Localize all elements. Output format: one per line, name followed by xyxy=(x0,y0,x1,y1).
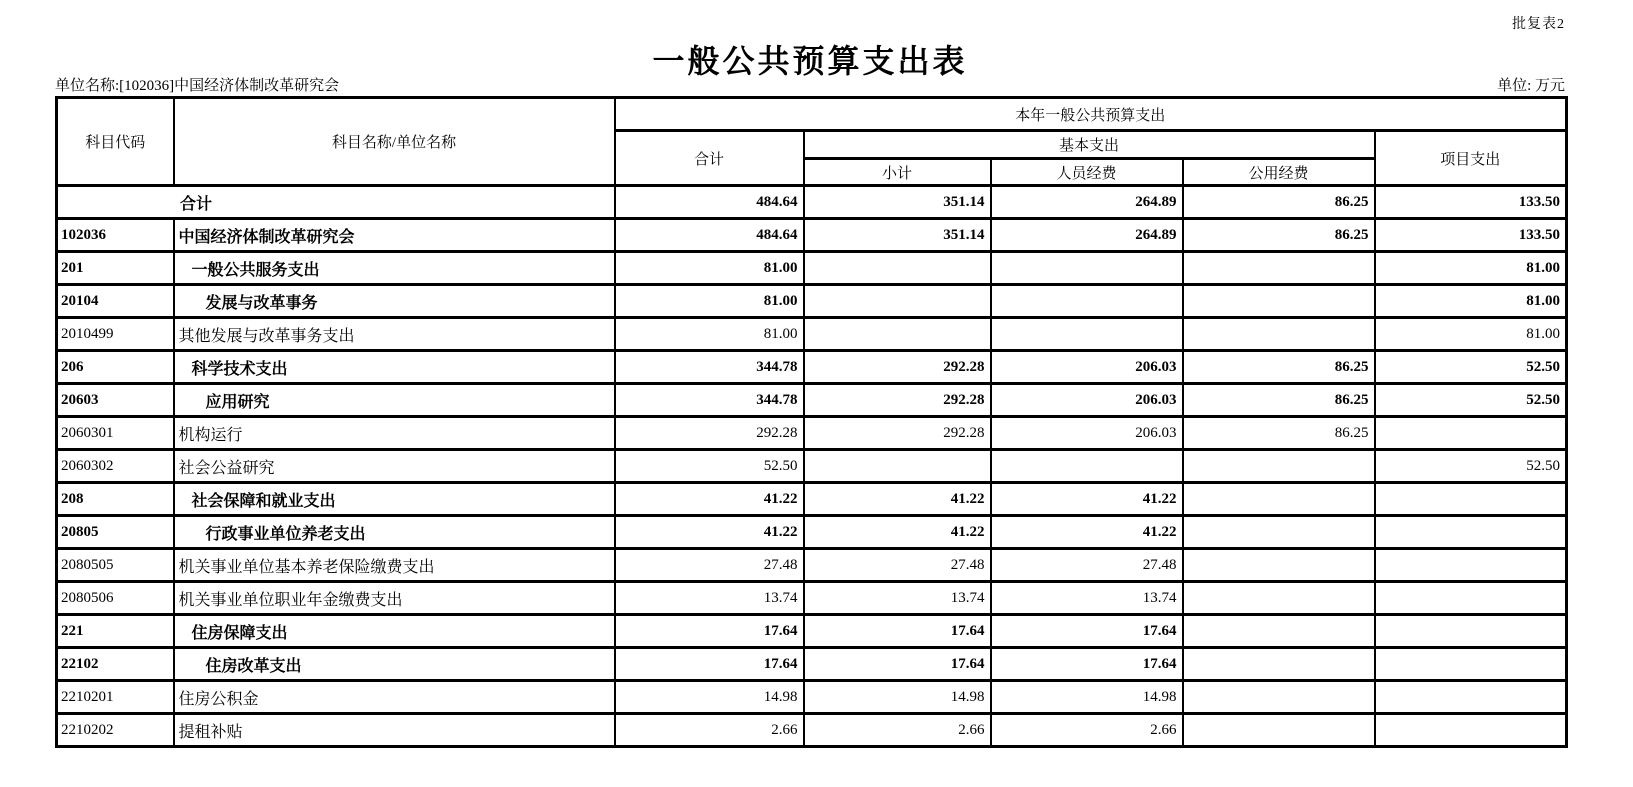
amount-project-cell xyxy=(1375,549,1567,582)
amount-subtotal-cell: 351.14 xyxy=(804,186,991,219)
form-label: 批复表2 xyxy=(1512,17,1565,32)
subject-name-cell: 其他发展与改革事务支出 xyxy=(174,318,615,351)
amount-total-cell: 81.00 xyxy=(615,285,804,318)
amount-project-cell xyxy=(1375,681,1567,714)
col-header-subject-name: 科目名称/单位名称 xyxy=(174,98,615,186)
amount-public-cell: 86.25 xyxy=(1183,384,1375,417)
amount-subtotal-cell: 41.22 xyxy=(804,516,991,549)
amount-subtotal-cell: 17.64 xyxy=(804,648,991,681)
amount-total-cell: 17.64 xyxy=(615,615,804,648)
subject-name-cell: 机构运行 xyxy=(174,417,615,450)
amount-subtotal-cell: 13.74 xyxy=(804,582,991,615)
amount-subtotal-cell: 27.48 xyxy=(804,549,991,582)
amount-project-cell: 81.00 xyxy=(1375,318,1567,351)
amount-total-cell: 27.48 xyxy=(615,549,804,582)
amount-total-cell: 81.00 xyxy=(615,318,804,351)
subject-name-cell: 发展与改革事务 xyxy=(174,285,615,318)
subject-name-cell: 提租补贴 xyxy=(174,714,615,747)
subject-code-cell: 22102 xyxy=(57,648,174,681)
amount-public-cell xyxy=(1183,681,1375,714)
table-row xyxy=(57,384,1567,417)
amount-project-cell: 52.50 xyxy=(1375,384,1567,417)
amount-subtotal-cell xyxy=(804,252,991,285)
amount-public-cell: 86.25 xyxy=(1183,351,1375,384)
amount-project-cell: 52.50 xyxy=(1375,450,1567,483)
amount-total-cell: 2.66 xyxy=(615,714,804,747)
amount-public-cell xyxy=(1183,252,1375,285)
amount-public-cell: 86.25 xyxy=(1183,417,1375,450)
col-header-subject-code: 科目代码 xyxy=(57,98,174,186)
amount-personnel-cell: 17.64 xyxy=(991,648,1183,681)
amount-public-cell xyxy=(1183,615,1375,648)
amount-total-cell: 41.22 xyxy=(615,483,804,516)
amount-project-cell: 81.00 xyxy=(1375,285,1567,318)
amount-personnel-cell: 41.22 xyxy=(991,483,1183,516)
amount-public-cell xyxy=(1183,450,1375,483)
amount-personnel-cell: 2.66 xyxy=(991,714,1183,747)
table-row xyxy=(57,450,1567,483)
amount-project-cell xyxy=(1375,516,1567,549)
table-row xyxy=(57,417,1567,450)
subject-code-cell: 2080505 xyxy=(57,549,174,582)
amount-total-cell: 292.28 xyxy=(615,417,804,450)
amount-subtotal-cell: 17.64 xyxy=(804,615,991,648)
amount-subtotal-cell xyxy=(804,450,991,483)
subject-name-cell: 机关事业单位职业年金缴费支出 xyxy=(174,582,615,615)
table-row xyxy=(57,615,1567,648)
table-row-grand-total xyxy=(57,186,1567,219)
amount-project-cell xyxy=(1375,714,1567,747)
amount-subtotal-cell: 2.66 xyxy=(804,714,991,747)
subject-name-cell: 一般公共服务支出 xyxy=(174,252,615,285)
amount-public-cell xyxy=(1183,516,1375,549)
page-title: 一般公共预算支出表 xyxy=(652,43,968,79)
amount-subtotal-cell: 292.28 xyxy=(804,351,991,384)
table-row xyxy=(57,681,1567,714)
amount-total-cell: 344.78 xyxy=(615,351,804,384)
amount-total-cell: 52.50 xyxy=(615,450,804,483)
amount-subtotal-cell: 292.28 xyxy=(804,384,991,417)
amount-public-cell xyxy=(1183,714,1375,747)
subject-code-cell: 2080506 xyxy=(57,582,174,615)
amount-total-cell: 344.78 xyxy=(615,384,804,417)
amount-personnel-cell: 206.03 xyxy=(991,417,1183,450)
subject-code-cell: 2060301 xyxy=(57,417,174,450)
amount-subtotal-cell: 292.28 xyxy=(804,417,991,450)
amount-subtotal-cell xyxy=(804,318,991,351)
amount-subtotal-cell: 351.14 xyxy=(804,219,991,252)
unit-measure: 单位: 万元 xyxy=(1497,78,1565,94)
amount-personnel-cell xyxy=(991,450,1183,483)
table-row xyxy=(57,483,1567,516)
table-row xyxy=(57,714,1567,747)
subject-name-cell: 住房改革支出 xyxy=(174,648,615,681)
subject-name-cell: 科学技术支出 xyxy=(174,351,615,384)
col-header-personnel: 人员经费 xyxy=(991,159,1183,186)
amount-project-cell: 133.50 xyxy=(1375,219,1567,252)
amount-public-cell: 86.25 xyxy=(1183,219,1375,252)
subject-name-cell: 社会保障和就业支出 xyxy=(174,483,615,516)
amount-public-cell xyxy=(1183,483,1375,516)
subject-name-cell: 中国经济体制改革研究会 xyxy=(174,219,615,252)
amount-total-cell: 81.00 xyxy=(615,252,804,285)
amount-project-cell: 81.00 xyxy=(1375,252,1567,285)
subject-name-cell: 住房公积金 xyxy=(174,681,615,714)
amount-public-cell xyxy=(1183,318,1375,351)
table-row xyxy=(57,648,1567,681)
table-row xyxy=(57,549,1567,582)
amount-project-cell: 52.50 xyxy=(1375,351,1567,384)
table-row xyxy=(57,582,1567,615)
amount-personnel-cell xyxy=(991,318,1183,351)
amount-personnel-cell: 206.03 xyxy=(991,384,1183,417)
unit-name: 单位名称:[102036]中国经济体制改革研究会 xyxy=(55,78,340,94)
amount-project-cell: 133.50 xyxy=(1375,186,1567,219)
subject-code-cell: 201 xyxy=(57,252,174,285)
amount-personnel-cell xyxy=(991,285,1183,318)
amount-personnel-cell: 17.64 xyxy=(991,615,1183,648)
table-row xyxy=(57,252,1567,285)
subject-code-cell: 2010499 xyxy=(57,318,174,351)
amount-public-cell xyxy=(1183,648,1375,681)
amount-project-cell xyxy=(1375,483,1567,516)
amount-personnel-cell: 14.98 xyxy=(991,681,1183,714)
budget-table xyxy=(55,96,1568,748)
amount-public-cell: 86.25 xyxy=(1183,186,1375,219)
subject-code-cell: 2210201 xyxy=(57,681,174,714)
subject-name-cell: 行政事业单位养老支出 xyxy=(174,516,615,549)
meta-row xyxy=(55,74,1565,95)
subject-name-cell: 机关事业单位基本养老保险缴费支出 xyxy=(174,549,615,582)
amount-project-cell xyxy=(1375,417,1567,450)
amount-public-cell xyxy=(1183,285,1375,318)
table-row xyxy=(57,285,1567,318)
amount-total-cell: 41.22 xyxy=(615,516,804,549)
subject-code-cell: 20104 xyxy=(57,285,174,318)
col-header-project: 项目支出 xyxy=(1375,131,1567,186)
amount-personnel-cell: 41.22 xyxy=(991,516,1183,549)
amount-total-cell: 17.64 xyxy=(615,648,804,681)
amount-personnel-cell: 27.48 xyxy=(991,549,1183,582)
subject-code-cell: 206 xyxy=(57,351,174,384)
amount-total-cell: 13.74 xyxy=(615,582,804,615)
amount-personnel-cell xyxy=(991,252,1183,285)
subject-name-cell: 应用研究 xyxy=(174,384,615,417)
amount-personnel-cell: 264.89 xyxy=(991,219,1183,252)
subject-code-cell: 2210202 xyxy=(57,714,174,747)
amount-public-cell xyxy=(1183,549,1375,582)
col-header-public-funds: 公用经费 xyxy=(1183,159,1375,186)
col-header-basic-group: 基本支出 xyxy=(804,131,1375,159)
subject-name-cell: 住房保障支出 xyxy=(174,615,615,648)
col-header-current-year-group: 本年一般公共预算支出 xyxy=(615,98,1567,131)
subject-name-cell: 社会公益研究 xyxy=(174,450,615,483)
amount-total-cell: 14.98 xyxy=(615,681,804,714)
subject-name-cell: 合计 xyxy=(57,186,615,219)
amount-public-cell xyxy=(1183,582,1375,615)
table-row xyxy=(57,351,1567,384)
subject-code-cell: 221 xyxy=(57,615,174,648)
subject-code-cell: 102036 xyxy=(57,219,174,252)
table-row xyxy=(57,516,1567,549)
subject-code-cell: 20603 xyxy=(57,384,174,417)
amount-total-cell: 484.64 xyxy=(615,219,804,252)
col-header-subtotal: 小计 xyxy=(804,159,991,186)
subject-code-cell: 20805 xyxy=(57,516,174,549)
amount-personnel-cell: 264.89 xyxy=(991,186,1183,219)
amount-subtotal-cell: 14.98 xyxy=(804,681,991,714)
amount-project-cell xyxy=(1375,648,1567,681)
amount-personnel-cell: 13.74 xyxy=(991,582,1183,615)
table-row xyxy=(57,318,1567,351)
subject-code-cell: 208 xyxy=(57,483,174,516)
amount-total-cell: 484.64 xyxy=(615,186,804,219)
amount-subtotal-cell: 41.22 xyxy=(804,483,991,516)
amount-subtotal-cell xyxy=(804,285,991,318)
col-header-total: 合计 xyxy=(615,131,804,186)
amount-project-cell xyxy=(1375,615,1567,648)
table-row xyxy=(57,219,1567,252)
subject-code-cell: 2060302 xyxy=(57,450,174,483)
amount-project-cell xyxy=(1375,582,1567,615)
amount-personnel-cell: 206.03 xyxy=(991,351,1183,384)
